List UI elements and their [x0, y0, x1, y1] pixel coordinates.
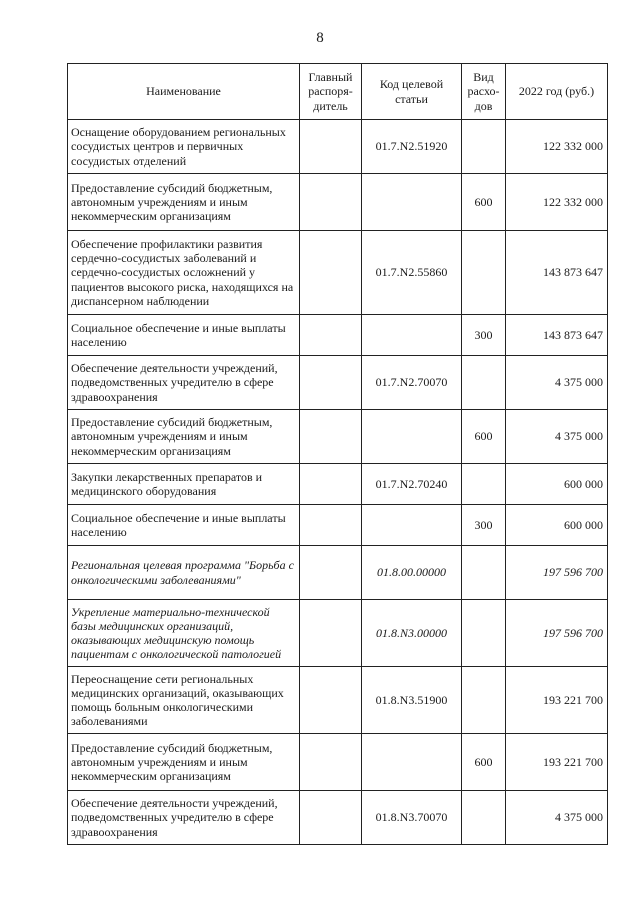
row-name-cell: Оснащение оборудованием региональных сосудистых центров и первичных сосудистых отделений	[68, 120, 300, 174]
row-name-cell: Обеспечение деятельности учреждений, подведомственных учредителю в сфере здравоохранения	[68, 356, 300, 410]
row-amount-cell: 143 873 647	[506, 315, 608, 356]
budget-table	[67, 63, 608, 845]
row-expense-type-cell	[462, 231, 506, 315]
row-name-cell: Укрепление материально-технической базы медицинских организаций, оказывающих медицинскую помощь пациентам с онкологической патологией	[68, 600, 300, 667]
row-main-manager-cell	[300, 667, 362, 734]
row-amount-cell: 600 000	[506, 505, 608, 546]
page-number: 8	[316, 30, 324, 46]
row-main-manager-cell	[300, 120, 362, 174]
table-row	[68, 667, 608, 734]
row-name-cell: Обеспечение профилактики развития сердечно-сосудистых заболеваний и сердечно-сосудистых осложнений у пациентов высокого риска, находящихся на диспансерном наблюдении	[68, 231, 300, 315]
row-expense-type-cell	[462, 600, 506, 667]
row-main-manager-cell	[300, 791, 362, 845]
row-amount-cell: 143 873 647	[506, 231, 608, 315]
row-name-cell: Предоставление субсидий бюджетным, автономным учреждениям и иным некоммерческим организациям	[68, 174, 300, 231]
table-header-row	[68, 64, 608, 120]
row-expense-type-cell	[462, 791, 506, 845]
row-main-manager-cell	[300, 356, 362, 410]
row-amount-cell: 122 332 000	[506, 174, 608, 231]
row-code-cell	[362, 505, 462, 546]
row-main-manager-cell	[300, 315, 362, 356]
row-code-cell: 01.7.N2.70070	[362, 356, 462, 410]
row-name-cell: Предоставление субсидий бюджетным, автономным учреждениям и иным некоммерческим организациям	[68, 734, 300, 791]
row-main-manager-cell	[300, 410, 362, 464]
header-amount: 2022 год (руб.)	[506, 64, 608, 120]
row-main-manager-cell	[300, 464, 362, 505]
row-expense-type-cell	[462, 356, 506, 410]
row-code-cell	[362, 734, 462, 791]
row-code-cell: 01.8.N3.00000	[362, 600, 462, 667]
row-main-manager-cell	[300, 231, 362, 315]
row-expense-type-cell: 300	[462, 505, 506, 546]
table-row	[68, 734, 608, 791]
row-main-manager-cell	[300, 546, 362, 600]
table-row	[68, 546, 608, 600]
table-row	[68, 120, 608, 174]
row-main-manager-cell	[300, 174, 362, 231]
row-code-cell: 01.7.N2.70240	[362, 464, 462, 505]
row-code-cell: 01.8.N3.70070	[362, 791, 462, 845]
table-row	[68, 464, 608, 505]
row-code-cell	[362, 174, 462, 231]
row-name-cell: Региональная целевая программа "Борьба с онкологическими заболеваниями"	[68, 546, 300, 600]
row-name-cell: Социальное обеспечение и иные выплаты населению	[68, 315, 300, 356]
row-amount-cell: 197 596 700	[506, 546, 608, 600]
table-row	[68, 315, 608, 356]
row-code-cell	[362, 315, 462, 356]
row-expense-type-cell: 600	[462, 174, 506, 231]
row-code-cell: 01.7.N2.51920	[362, 120, 462, 174]
row-expense-type-cell	[462, 546, 506, 600]
row-code-cell: 01.8.00.00000	[362, 546, 462, 600]
row-amount-cell: 4 375 000	[506, 356, 608, 410]
row-amount-cell: 197 596 700	[506, 600, 608, 667]
row-expense-type-cell	[462, 667, 506, 734]
row-amount-cell: 4 375 000	[506, 791, 608, 845]
header-name: Наименование	[68, 64, 300, 120]
row-name-cell: Обеспечение деятельности учреждений, подведомственных учредителю в сфере здравоохранения	[68, 791, 300, 845]
row-amount-cell: 122 332 000	[506, 120, 608, 174]
row-name-cell: Предоставление субсидий бюджетным, автономным учреждениям и иным некоммерческим организациям	[68, 410, 300, 464]
row-expense-type-cell: 600	[462, 410, 506, 464]
row-expense-type-cell: 300	[462, 315, 506, 356]
row-main-manager-cell	[300, 505, 362, 546]
row-amount-cell: 193 221 700	[506, 734, 608, 791]
table-row	[68, 356, 608, 410]
row-code-cell: 01.7.N2.55860	[362, 231, 462, 315]
row-expense-type-cell: 600	[462, 734, 506, 791]
row-name-cell: Социальное обеспечение и иные выплаты населению	[68, 505, 300, 546]
row-main-manager-cell	[300, 600, 362, 667]
row-name-cell: Закупки лекарственных препаратов и медицинского оборудования	[68, 464, 300, 505]
table-row	[68, 231, 608, 315]
header-expense-type: Вид расхо-дов	[462, 64, 506, 120]
row-main-manager-cell	[300, 734, 362, 791]
row-code-cell: 01.8.N3.51900	[362, 667, 462, 734]
header-code: Код целевой статьи	[362, 64, 462, 120]
table-row	[68, 505, 608, 546]
row-amount-cell: 193 221 700	[506, 667, 608, 734]
table-row	[68, 174, 608, 231]
header-main-manager: Главный распоря-дитель	[300, 64, 362, 120]
table-row	[68, 791, 608, 845]
row-amount-cell: 4 375 000	[506, 410, 608, 464]
table-row	[68, 600, 608, 667]
row-expense-type-cell	[462, 464, 506, 505]
row-name-cell: Переоснащение сети региональных медицинских организаций, оказывающих помощь больным онкологическими заболеваниями	[68, 667, 300, 734]
row-amount-cell: 600 000	[506, 464, 608, 505]
row-code-cell	[362, 410, 462, 464]
table-row	[68, 410, 608, 464]
row-expense-type-cell	[462, 120, 506, 174]
